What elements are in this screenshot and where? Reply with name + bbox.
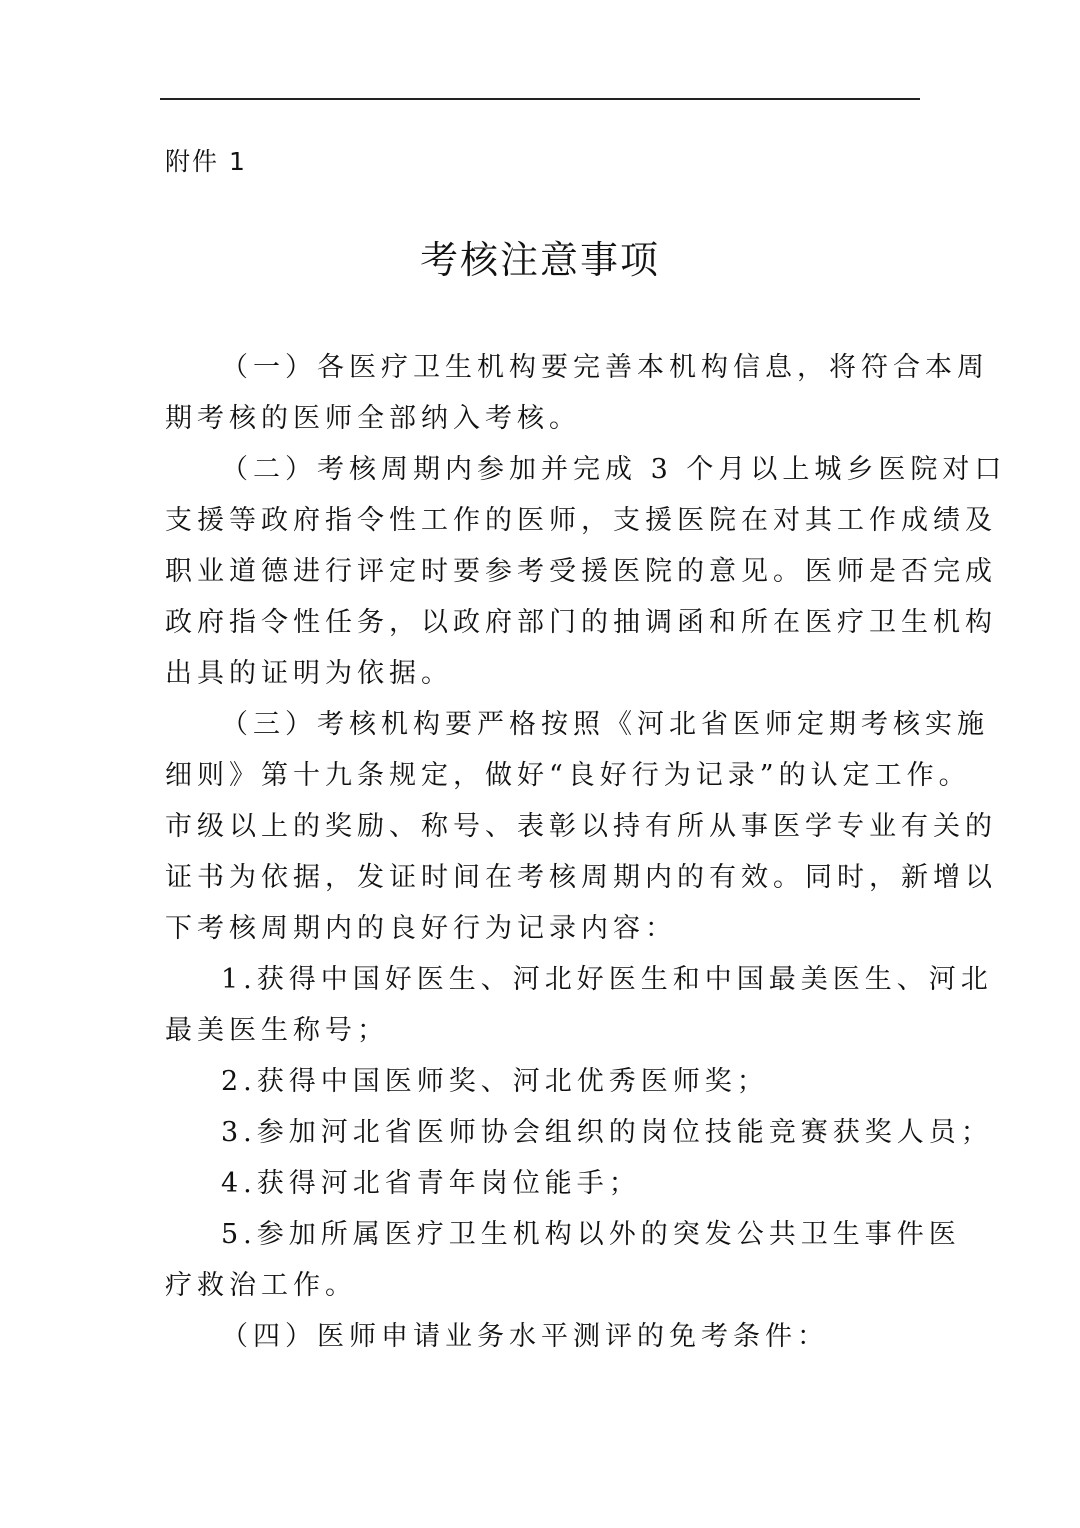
paragraph-line: 政府指令性任务，以政府部门的抽调函和所在医疗卫生机构 bbox=[165, 607, 997, 638]
list-item-line: 3.参加河北省医师协会组织的岗位技能竞赛获奖人员； bbox=[221, 1117, 993, 1148]
paragraph-line: 出具的证明为依据。 bbox=[165, 658, 453, 689]
attachment-label: 附件 1 bbox=[165, 147, 247, 176]
paragraph-line: 下考核周期内的良好行为记录内容： bbox=[165, 913, 677, 944]
paragraph-line: 职业道德进行评定时要参考受援医院的意见。医师是否完成 bbox=[165, 556, 997, 587]
paragraph-line: 细则》第十九条规定，做好“良好行为记录”的认定工作。 bbox=[165, 760, 971, 791]
paragraph-line: 市级以上的奖励、称号、表彰以持有所从事医学专业有关的 bbox=[165, 811, 997, 842]
paragraph-line: （一）各医疗卫生机构要完善本机构信息，将符合本周 bbox=[221, 352, 989, 383]
list-item-line: 最美医生称号； bbox=[165, 1015, 389, 1046]
paragraph-line: （三）考核机构要严格按照《河北省医师定期考核实施 bbox=[221, 709, 989, 740]
paragraph-line: 证书为依据，发证时间在考核周期内的有效。同时，新增以 bbox=[165, 862, 997, 893]
document-body bbox=[165, 342, 1007, 1362]
list-item-line: 5.参加所属医疗卫生机构以外的突发公共卫生事件医 bbox=[221, 1219, 961, 1250]
list-item-line: 疗救治工作。 bbox=[165, 1270, 357, 1301]
list-item-line: 1.获得中国好医生、河北好医生和中国最美医生、河北 bbox=[221, 964, 993, 995]
list-item-line: 2.获得中国医师奖、河北优秀医师奖； bbox=[221, 1066, 769, 1097]
header-rule bbox=[160, 98, 920, 100]
document-title: 考核注意事项 bbox=[419, 238, 660, 282]
paragraph-line: 期考核的医师全部纳入考核。 bbox=[165, 403, 581, 434]
paragraph-line: （四）医师申请业务水平测评的免考条件： bbox=[221, 1321, 829, 1352]
list-item-line: 4.获得河北省青年岗位能手； bbox=[221, 1168, 641, 1199]
paragraph-line: 支援等政府指令性工作的医师，支援医院在对其工作成绩及 bbox=[165, 505, 997, 536]
paragraph-line: （二）考核周期内参加并完成 3 个月以上城乡医院对口 bbox=[221, 454, 1007, 485]
